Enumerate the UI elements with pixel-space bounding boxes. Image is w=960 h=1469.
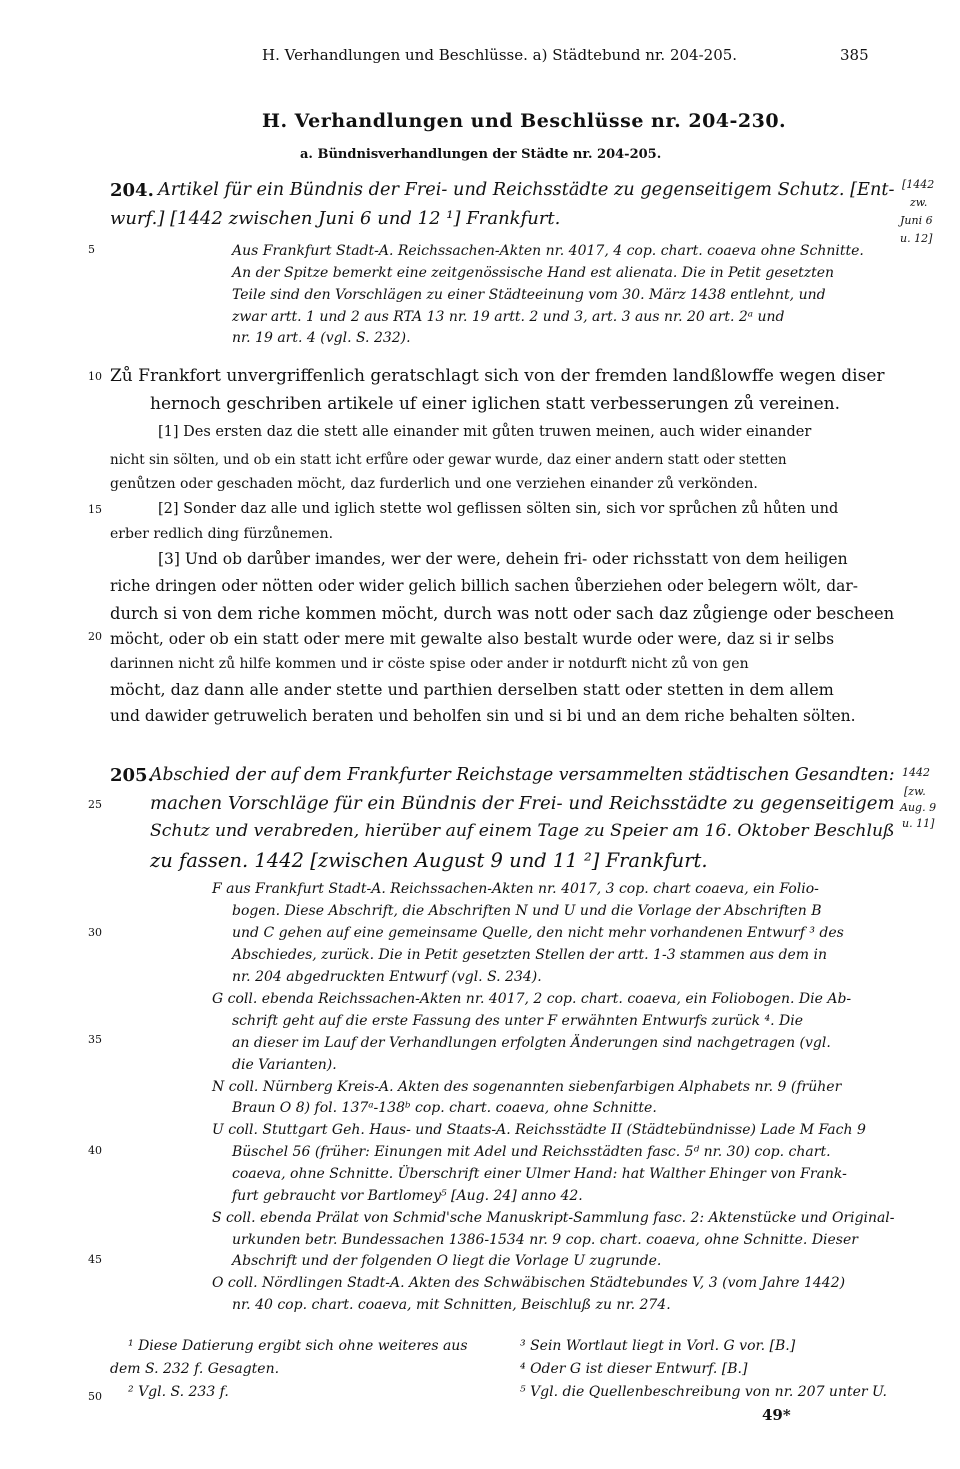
line-number-5: 5 [88,243,95,256]
doc-205-source-line: die Varianten). [232,1057,337,1073]
doc-205-source-line: G coll. ebenda Reichssachen-Akten nr. 4017, 2 cop. chart. coaeva, ein Foliobogen. Die Ab- [212,991,852,1007]
footnote-left-line: ¹ Diese Datierung ergibt sich ohne weiteres aus [128,1338,468,1354]
footnote-left-line: dem S. 232 f. Gesagten. [110,1361,280,1377]
doc-204-source-line: Teile sind den Vorschlägen zu einer Städteeinung vom 30. März 1438 entlehnt, und [232,287,826,303]
doc-204-source-line: An der Spitze bemerkt eine zeitgenössische Hand est alienata. Die in Petit gesetzten [232,265,835,281]
line-number-10: 10 [88,370,102,383]
doc-205-source-line: Abschrift und der folgenden O liegt die Vorlage U zugrunde. [232,1253,662,1269]
doc-204-margin-date: Juni 6 [900,214,933,227]
page-number: 385 [840,46,869,64]
doc-205-source-line: F aus Frankfurt Stadt-A. Reichssachen-Akten nr. 4017, 3 cop. chart coaeva, ein Folio- [212,881,819,897]
doc-204-text-line: [3] Und ob darůber imandes, wer der were, dehein fri- oder richsstatt von dem heiligen [158,550,848,568]
doc-204-text-line: und dawider getruwelich beraten und beholfen sin und si bi und an dem riche behalten sölten. [110,707,856,725]
doc-205-regest-line: zu fassen. 1442 [zwischen August 9 und 11 ²] Frankfurt. [150,849,708,872]
doc-205-source-line: an dieser im Lauf der Verhandlungen erfolgten Änderungen sind nachgetragen (vgl. [232,1035,831,1051]
doc-205-source-line: nr. 40 cop. chart. coaeva, mit Schnitten, Beischluß zu nr. 274. [232,1297,671,1313]
doc-205-source-line: O coll. Nördlingen Stadt-A. Akten des Schwäbischen Städtebundes V, 3 (vom Jahre 1442) [212,1275,846,1291]
doc-204-text-line: durch si von dem riche kommen möcht, durch was nott oder sach daz zůgienge oder bescheen [110,604,895,623]
doc-204-text-line: riche dringen oder nötten oder wider gelich billich sachen ůberziehen oder belegern wölt, dar- [110,577,859,595]
doc-204-text-line: genůtzen oder geschaden möcht, daz furderlich und one verziehen einander zů verkönden. [110,476,758,492]
footnote-left-line: ² Vgl. S. 233 f. [128,1384,229,1400]
doc-204-regest-line: wurf.] [1442 zwischen Juni 6 und 12 ¹] Frankfurt. [110,208,561,229]
line-number-30: 30 [88,926,102,939]
doc-204-text-line: Zů Frankfort unvergriffenlich geratschlagt sich von der fremden landßlowffe wegen diser [110,366,885,386]
doc-205-regest-line: Abschied der auf dem Frankfurter Reichstage versammelten städtischen Gesandten: [150,765,895,785]
doc-205-source-line: Abschiedes, zurück. Die in Petit gesetzten Stellen der artt. 1-3 stammen aus dem in [232,947,827,963]
doc-205-source-line: Braun O 8) fol. 137ᵃ-138ᵇ cop. chart. coaeva, ohne Schnitte. [232,1100,657,1116]
doc-205-margin-date: [zw. [904,785,926,798]
doc-205-regest-line: Schutz und verabreden, hierüber auf einem Tage zu Speier am 16. Oktober Beschluß [150,821,895,841]
doc-205-margin-date: u. 11] [902,817,935,830]
footnote-right-line: ⁵ Vgl. die Quellenbeschreibung von nr. 207 unter U. [520,1384,887,1400]
doc-204-margin-date: zw. [910,196,928,209]
doc-204-text-line: möcht, oder ob ein statt oder mere mit gewalte also bestalt wurde oder were, daz si ir selbs [110,630,835,648]
doc-205-margin-date: Aug. 9 [900,801,937,814]
signature-mark: 49* [762,1406,791,1424]
doc-204-number: 204. [110,180,154,201]
section-title: H. Verhandlungen und Beschlüsse nr. 204-230. [262,110,787,132]
doc-205-source-line: und C gehen auf eine gemeinsame Quelle, den nicht mehr vorhandenen Entwurf ³ des [232,925,844,941]
doc-204-text-line: hernoch geschriben artikele uf einer iglichen statt verbesserungen zů vereinen. [150,394,841,414]
doc-204-source-line: Aus Frankfurt Stadt-A. Reichssachen-Akten nr. 4017, 4 cop. chart. coaeva ohne Schnitte. [232,243,864,259]
footnote-right-line: ⁴ Oder G ist dieser Entwurf. [B.] [520,1361,748,1377]
doc-205-source-line: urkunden betr. Bundessachen 1386-1534 nr. 9 cop. chart. coaeva, ohne Schnitte. Dieser [232,1232,858,1248]
doc-204-text-line: [2] Sonder daz alle und iglich stette wol geflissen sölten sin, sich vor sprůchen zů hůten und [158,501,839,517]
doc-204-margin-date: [1442 [902,178,935,191]
doc-204-text-line: möcht, daz dann alle ander stette und parthien derselben statt oder stetten in dem allem [110,680,834,699]
line-number-35: 35 [88,1033,102,1046]
doc-205-source-line: nr. 204 abgedruckten Entwurf (vgl. S. 234). [232,969,542,985]
doc-205-source-line: coaeva, ohne Schnitte. Überschrift einer Ulmer Hand: hat Walther Ehinger von Frank- [232,1166,847,1182]
doc-205-source-line: S coll. ebenda Prälat von Schmid'sche Manuskript-Sammlung fasc. 2: Aktenstücke und Original- [212,1210,895,1226]
doc-204-source-line: zwar artt. 1 und 2 aus RTA 13 nr. 19 artt. 2 und 3, art. 3 aus nr. 20 art. 2ᵃ und [232,309,785,325]
line-number-50: 50 [88,1390,102,1403]
doc-205-source-line: U coll. Stuttgart Geh. Haus- und Staats-A. Reichsstädte II (Städtebündnisse) Lade M Fach 9 [212,1122,866,1138]
doc-205-source-line: schrift geht auf die erste Fassung des unter F erwähnten Entwurfs zurück ⁴. Die [232,1013,804,1029]
doc-205-source-line: bogen. Diese Abschrift, die Abschriften N und U und die Vorlage der Abschriften B [232,903,822,919]
doc-204-source-line: nr. 19 art. 4 (vgl. S. 232). [232,330,411,346]
line-number-20: 20 [88,630,102,643]
doc-205-source-line: Büschel 56 (früher: Einungen mit Adel und Reichsstädten fasc. 5ᵈ nr. 30) cop. chart. [232,1144,831,1160]
doc-204-margin-date: u. 12] [900,232,933,245]
doc-205-source-line: N coll. Nürnberg Kreis-A. Akten des sogenannten siebenfarbigen Alphabets nr. 9 (früher [212,1079,842,1095]
doc-204-regest-line: Artikel für ein Bündnis der Frei- und Reichsstädte zu gegenseitigem Schutz. [Ent- [158,180,895,200]
line-number-15: 15 [88,503,102,516]
running-header: H. Verhandlungen und Beschlüsse. a) Städtebund nr. 204-205. [262,46,738,64]
doc-204-text-line: nicht sin sölten, und ob ein statt icht erfůre oder gewar wurde, daz einer andern statt oder stetten [110,452,787,468]
line-number-40: 40 [88,1144,102,1157]
doc-205-source-line: furt gebraucht vor Bartlomey⁵ [Aug. 24] anno 42. [232,1188,583,1204]
subsection-title: a. Bündnisverhandlungen der Städte nr. 204-205. [300,147,662,162]
doc-205-number: 205. [110,765,154,786]
line-number-25: 25 [88,798,102,811]
doc-205-regest-line: machen Vorschläge für ein Bündnis der Frei- und Reichsstädte zu gegenseitigem [150,793,895,814]
doc-204-text-line: [1] Des ersten daz die stett alle einander mit gůten truwen meinen, auch wider einander [158,424,812,440]
doc-205-margin-date: 1442 [902,766,930,779]
doc-204-text-line: darinnen nicht zů hilfe kommen und ir cöste spise oder ander ir notdurft nicht zů von gen [110,656,749,672]
line-number-45: 45 [88,1253,102,1266]
footnote-right-line: ³ Sein Wortlaut liegt in Vorl. G vor. [B.] [520,1338,796,1354]
doc-204-text-line: erber redlich ding fürzůnemen. [110,526,334,542]
